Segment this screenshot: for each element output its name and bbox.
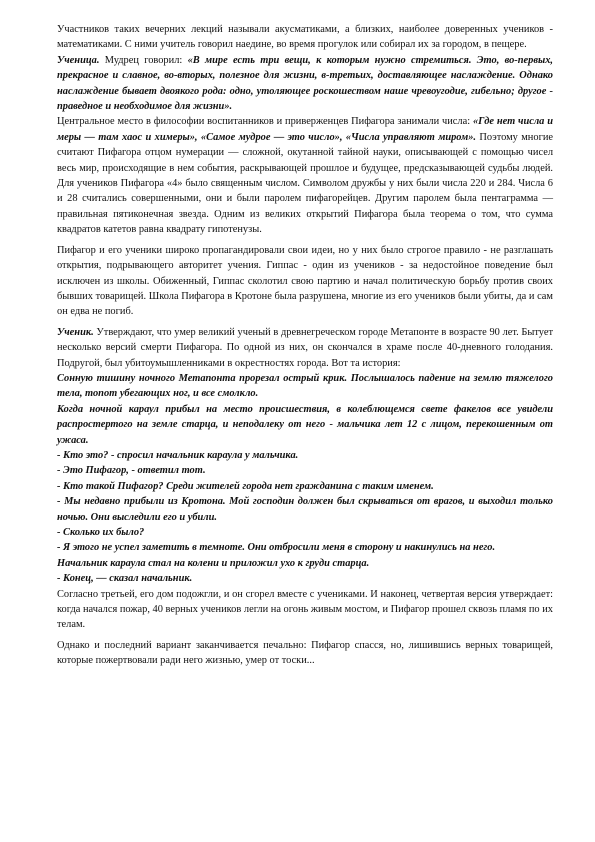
document-page [57, 22, 553, 669]
paragraph-akusmatiki: Участников таких вечерних лекций называли акусматиками, а близких, наиболее доверенных учеников - математиками. С ними учитель говорил наедине, во время прогулок или собирал их за городом, в пещере. [57, 24, 553, 51]
paragraph-intro: Центральное место в философии воспитанников и приверженцев Пифагора занимали числа: [57, 116, 473, 128]
paragraph-text: Утверждают, что умер великий ученый в древнегреческом городе Метапонте в возрасте 90 лет. Бытует несколько версий смерти Пифагора. По одной из них, он скончался в храме после 40-дневного голодания. Подругой, был убитоумышленниками в окрестностях города. Вот та история: [57, 326, 553, 369]
story-line: Когда ночной караул прибыл на место происшествия, в колеблющемся свете факелов все увидели распростертого на земле старца, и неподалеку от него - мальчика лет 12 с лицом, перекошенным от ужаса. [57, 403, 553, 446]
story-dialogue-line: - Сколько их было? [57, 527, 145, 538]
story-dialogue-line: - Мы недавно прибыли из Кротона. Мой господин должен был скрываться от врагов, и выходил только ночью. Они выследили его и убили. [57, 496, 553, 523]
quote-numbers: «Где нет числа и меры — там хаос и химеры», «Самое мудрое — это число», «Числа управляют миром». [57, 116, 553, 143]
paragraph-death-versions [57, 325, 553, 371]
story-line: Начальник караула стал на колени и приложил ухо к груди старца. [57, 557, 370, 569]
paragraph-text: Мудрец говорил: [99, 54, 188, 66]
paragraph-gippas: Пифагор и его ученики широко пропагандировали свои идеи, но у них было строгое правило - не разглашать открытия, подрывающего авторитет учения. Гиппас - один из учеников - за недостойное поведение был исключен из школы. Обиженный, Гиппас сколотил свою партию и начал политическую борьбу против своих бывших товарищей. Школа Пифагора в Кротоне была разрушена, многие из его учеников были убиты, да и сам он едва не погиб. [57, 244, 553, 318]
story-dialogue-line: - Я этого не успел заметить в темноте. Они отбросили меня в сторону и накинулись на него. [57, 542, 496, 554]
paragraph-third-version: Согласно третьей, его дом подожгли, и он сгорел вместе с учениками. И наконец, четвертая версия утверждает: когда начался пожар, 40 верных учеников легли на огонь живым мостом, и Пифагор прошел сквозь пламя по их телам. [57, 588, 553, 631]
paragraph-numbers [57, 114, 553, 237]
paragraph-last-version: Однако и последний вариант заканчивается печально: Пифагор спасся, но, лишившись верных товарищей, которые пожертвовали ради него жизнью, умер от тоски... [57, 639, 553, 667]
story-dialogue-line: - Кто это? - спросил начальник караула у мальчика. [57, 449, 299, 461]
speaker-label-student-m: Ученик. [57, 326, 94, 338]
paragraph-three-things [57, 53, 553, 115]
story-dialogue-line: - Конец, — сказал начальник. [57, 573, 193, 585]
quote-three-things: «В мире есть три вещи, к которым нужно стремиться. Это, во-первых, прекрасное и славное, во-вторых, полезное для жизни, в-третьих, доставляющее наслаждение. Однако наслаждение бывает двоякого рода: одно, утоляющее роскошеством наше чревоугодие, гибельно; другое - праведное и необходимое для жизни». [57, 54, 553, 113]
paragraph-text: Поэтому многие считают Пифагора отцом нумерации — сложной, окутанной тайной науки, описывающей с помощью чисел весь мир, происходящие в нем события, раскрывающей прошлое и будущее, предсказывающей судьбы людей. Для учеников Пифагора «4» было священным числом. Символом дружбы у них были числа 220 и 284. Числа 6 и 28 считались совершенными, они и были паролем пифагорейцев. Другим паролем была пентаграмма — правильная пятиконечная звезда. Одним из великих открытий Пифагора была теорема о том, что сумма квадратов катетов равна квадрату гипотенузы. [57, 131, 553, 236]
story-dialogue-line: - Это Пифагор, - ответил тот. [57, 465, 206, 477]
story-line: Сонную тишину ночного Метапонта прорезал острый крик. Послышалось падение на землю тяжелого тела, топот убегающих ног, и все смолкло. [57, 372, 553, 400]
story-dialogue-line: - Кто такой Пифагор? Среди жителей города нет гражданина с таким именем. [57, 480, 434, 492]
speaker-label-student-f: Ученица. [57, 54, 100, 66]
